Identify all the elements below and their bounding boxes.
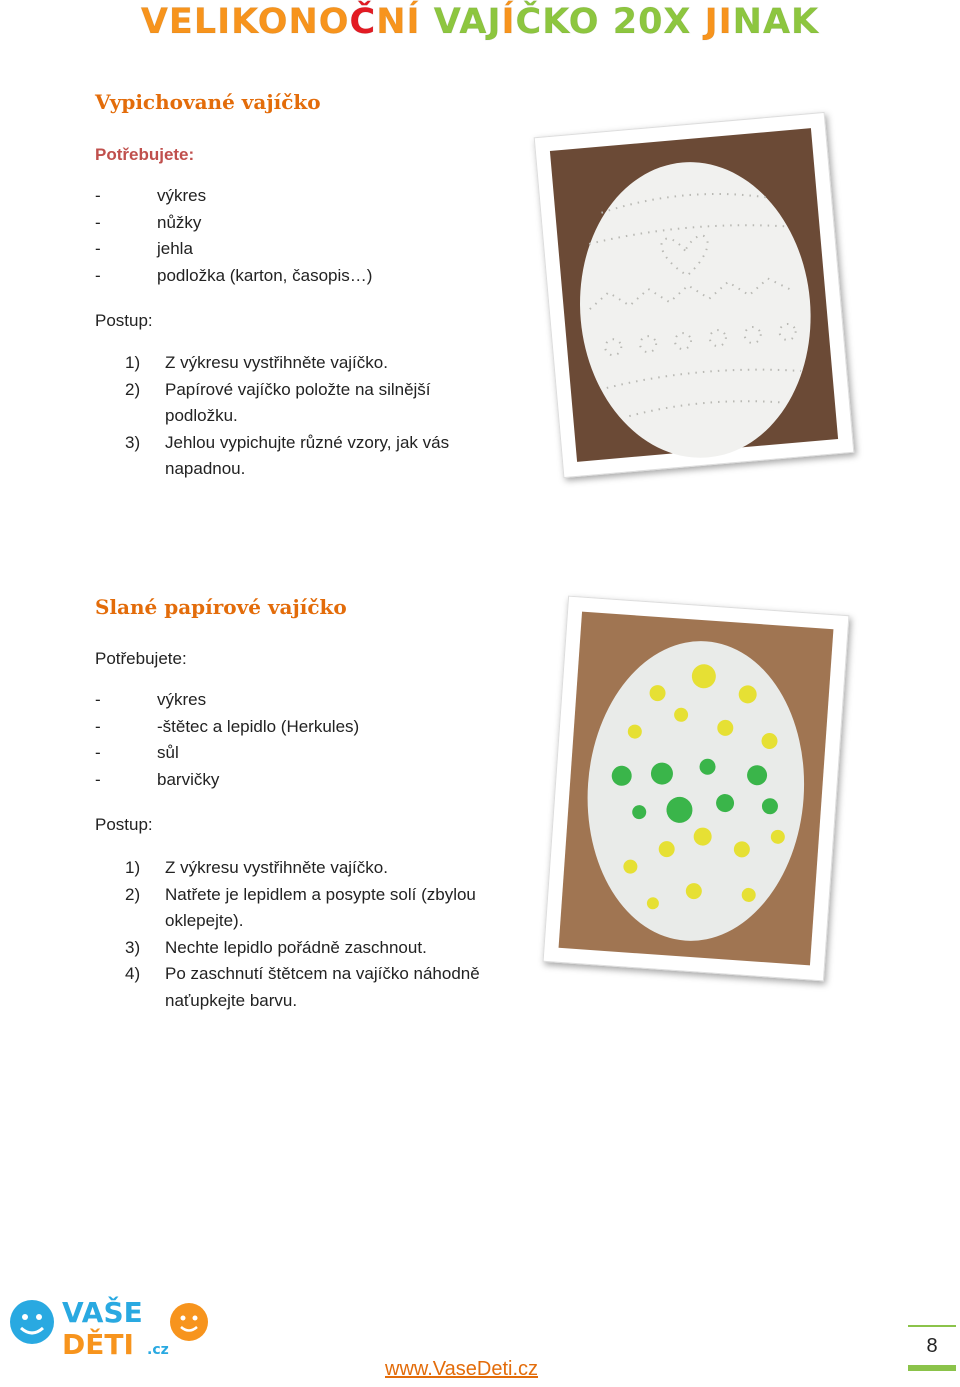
needs-label: Potřebujete:	[95, 649, 187, 668]
page-number: 8	[926, 1335, 938, 1357]
steps-label: Postup:	[95, 311, 153, 330]
section-title: Slané papírové vajíčko	[95, 595, 347, 619]
list-item: - výkres	[95, 186, 207, 205]
step-item: 3) Nechte lepidlo pořádně zaschnout.	[125, 937, 427, 957]
svg-text:DĚTI: DĚTI	[62, 1328, 134, 1361]
section-title: Vypichované vajíčko	[95, 90, 321, 114]
list-item: - nůžky	[95, 212, 202, 232]
list-item: - sůl	[95, 743, 179, 762]
list-item: - podložka (karton, časopis…)	[95, 265, 373, 285]
header-title-part: Č	[349, 2, 377, 42]
header-title-part: NAK	[732, 2, 820, 42]
svg-text:.cz: .cz	[147, 1342, 169, 1358]
page-number-bottom-bar	[908, 1365, 956, 1371]
svg-text:VAŠE: VAŠE	[62, 1296, 143, 1329]
step-item: 4) Po zaschnutí štětcem na vajíčko náhodně naťupkejte barvu.	[125, 964, 480, 1010]
step-item: 2) Papírové vajíčko položte na silnější podložku.	[125, 379, 431, 425]
step-item: 1) Z výkresu vystřihněte vajíčko.	[125, 353, 388, 372]
step-item: 1) Z výkresu vystřihněte vajíčko.	[125, 858, 388, 877]
needs-label: Potřebujete:	[95, 145, 195, 164]
vasedeti-logo	[4, 1288, 219, 1368]
salt-egg-photo	[543, 596, 850, 982]
list-item: - barvičky	[95, 769, 220, 789]
needs-list	[95, 687, 359, 793]
header-title-part: NÍ	[376, 2, 434, 42]
needs-list	[95, 183, 372, 289]
steps-label: Postup:	[95, 815, 153, 834]
list-item: - výkres	[95, 690, 207, 709]
steps-list	[125, 855, 505, 1014]
step-item: 2) Natřete je lepidlem a posypte solí (zbylou oklepejte).	[125, 884, 476, 930]
list-item: - jehla	[95, 239, 193, 258]
pricked-egg-photo	[534, 112, 855, 478]
list-item: - -štětec a lepidlo (Herkules)	[95, 716, 360, 736]
website-link[interactable]: www.VaseDeti.cz	[385, 1358, 539, 1380]
header-title-part: Í	[501, 2, 516, 42]
header-title-part: VELIKONO	[140, 2, 350, 42]
steps-list	[125, 350, 505, 483]
header-title-part: ČKO 20X	[515, 2, 705, 42]
step-item: 3) Jehlou vypichujte různé vzory, jak vás napadnou.	[125, 432, 450, 478]
page-header-title	[0, 2, 960, 42]
header-title-part: VAJ	[433, 2, 502, 42]
header-title-part: JI	[704, 2, 733, 42]
page-number-box	[908, 1325, 956, 1371]
